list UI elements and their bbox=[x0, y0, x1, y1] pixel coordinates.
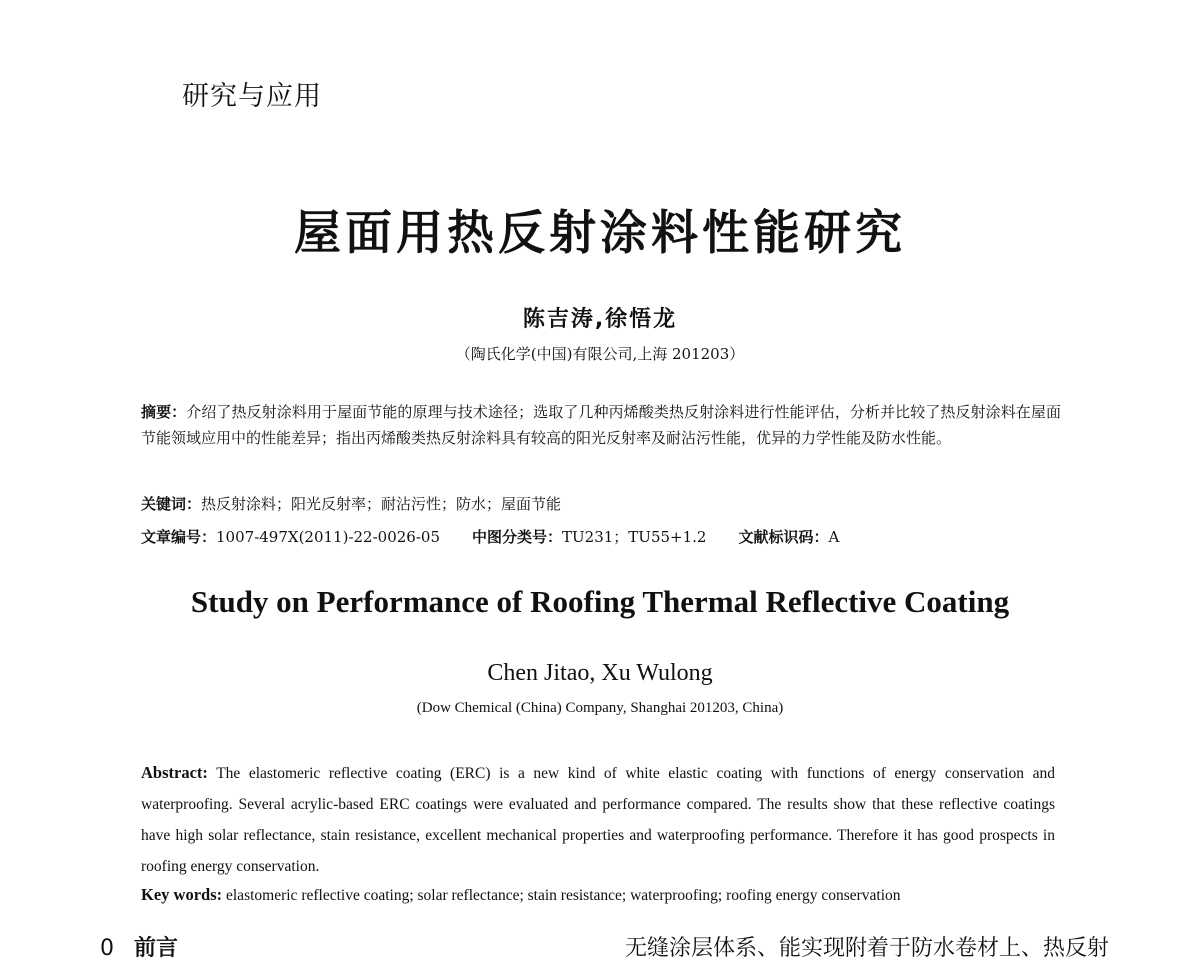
keywords-zh-label: 关键词： bbox=[141, 495, 202, 513]
affiliation-zh: （陶氏化学(中国)有限公司,上海 201203） bbox=[455, 345, 745, 363]
abstract-zh-label: 摘要： bbox=[141, 403, 187, 421]
article-meta bbox=[141, 524, 1061, 550]
keywords-en-text: elastomeric reflective coating; solar reflectance; stain resistance; waterproofing; roofing energy conservation bbox=[226, 887, 901, 904]
body-text-cut: 无缝涂层体系、能实现附着于防水卷材上、热反射 bbox=[625, 936, 1110, 961]
keywords-en bbox=[141, 879, 1055, 911]
keywords-en-label: Key words: bbox=[141, 885, 223, 904]
doc-code-label: 文献标识码： bbox=[738, 528, 829, 546]
title-en: Study on Performance of Roofing Thermal Reflective Coating bbox=[190, 584, 1010, 619]
doc-code: A bbox=[828, 528, 840, 546]
abstract-zh-text: 介绍了热反射涂料用于屋面节能的原理与技术途径；选取了几种丙烯酸类热反射涂料进行性能评估，分析并比较了热反射涂料在屋面节能领域应用中的性能差异；指出丙烯酸类热反射涂料具有较高的阳光反射率及耐沾污性能，优异的力学性能及防水性能。 bbox=[141, 403, 1061, 447]
abstract-en bbox=[141, 757, 1055, 882]
abstract-zh bbox=[141, 399, 1061, 451]
clc-label: 中图分类号： bbox=[472, 528, 563, 546]
keywords-zh-text: 热反射涂料；阳光反射率；耐沾污性；防水；屋面节能 bbox=[201, 495, 562, 513]
title-zh: 屋面用热反射涂料性能研究 bbox=[294, 206, 906, 261]
article-no-label: 文章编号： bbox=[141, 528, 217, 546]
authors-en: Chen Jitao, Xu Wulong bbox=[487, 660, 713, 686]
affiliation-en: (Dow Chemical (China) Company, Shanghai 201203, China) bbox=[416, 700, 784, 716]
abstract-en-label: Abstract: bbox=[141, 763, 208, 782]
clc-code: TU231；TU55+1.2 bbox=[562, 528, 707, 546]
section-header: 研究与应用 bbox=[182, 81, 322, 112]
abstract-en-text: The elastomeric reflective coating (ERC) is a new kind of white elastic coating with functions of energy conservation and waterproofing. Several acrylic-based ERC coatings were evaluated and performance compared. The results show that these reflective coatings have high solar reflectance, stain resistance, excellent mechanical properties and waterproofing performance. Therefore it has good prospects in roofing energy conservation. bbox=[141, 765, 1055, 875]
intro-heading: 前言 bbox=[134, 936, 179, 961]
article-no: 1007-497X(2011)-22-0026-05 bbox=[216, 528, 440, 546]
page-number: 0 bbox=[100, 936, 114, 961]
authors-zh: 陈吉涛,徐悟龙 bbox=[522, 307, 678, 332]
keywords-zh bbox=[141, 491, 1061, 517]
